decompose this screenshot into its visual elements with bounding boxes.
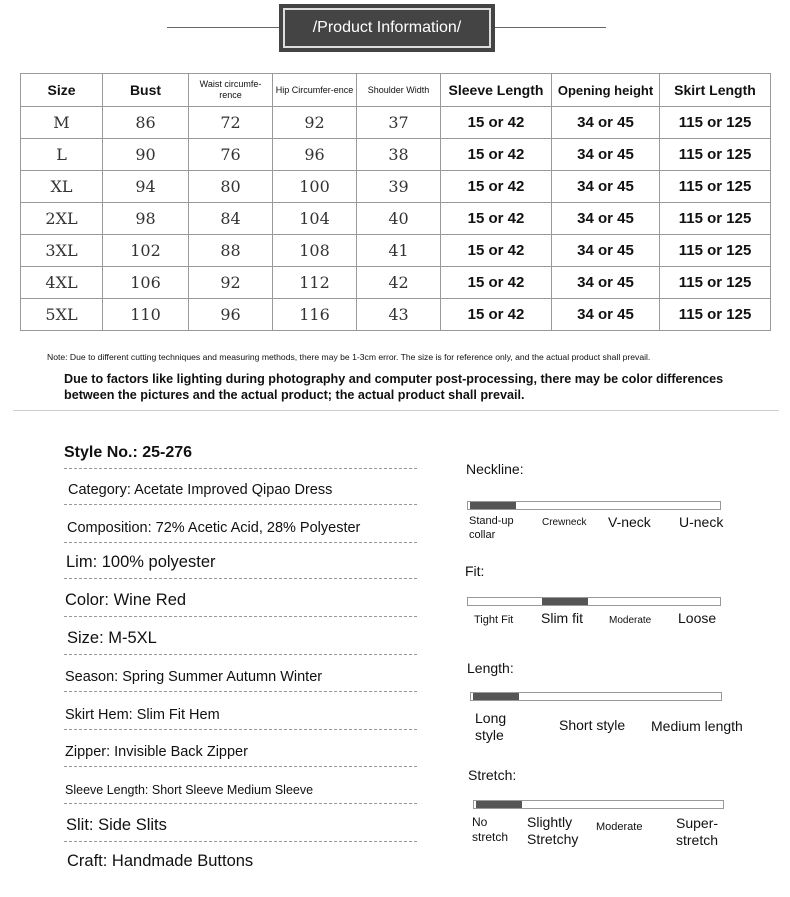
table-header-row <box>21 74 771 107</box>
table-cell: 34 or 45 <box>552 235 660 267</box>
table-cell: 2XL <box>21 203 103 235</box>
table-cell: 106 <box>103 267 189 299</box>
col-header-skirt: Skirt Length <box>660 74 771 107</box>
table-cell: 39 <box>357 171 441 203</box>
attr-zipper: Zipper: Invisible Back Zipper <box>64 731 417 767</box>
stretch-scale-bar <box>473 800 724 809</box>
table-cell: 34 or 45 <box>552 203 660 235</box>
header-title: /Product Information/ <box>283 8 491 48</box>
table-cell: 15 or 42 <box>441 171 552 203</box>
table-cell: 15 or 42 <box>441 139 552 171</box>
neckline-option-2: Crewneck <box>542 517 587 528</box>
fit-scale-bar <box>467 597 721 606</box>
attr-category: Category: Acetate Improved Qipao Dress <box>64 470 417 505</box>
table-cell: 4XL <box>21 267 103 299</box>
table-cell: L <box>21 139 103 171</box>
fit-title: Fit: <box>465 563 485 579</box>
header-banner <box>279 4 495 52</box>
table-cell: 15 or 42 <box>441 267 552 299</box>
table-cell: 40 <box>357 203 441 235</box>
table-cell: M <box>21 107 103 139</box>
attr-lining: Lim: 100% polyester <box>64 544 417 579</box>
table-cell: 108 <box>273 235 357 267</box>
length-title: Length: <box>467 660 514 676</box>
col-header-size: Size <box>21 74 103 107</box>
attr-sleeve-length: Sleeve Length: Short Sleeve Medium Sleeve <box>64 768 417 804</box>
table-cell: 34 or 45 <box>552 299 660 331</box>
table-cell: 96 <box>273 139 357 171</box>
stretch-option-1: No stretch <box>472 815 509 844</box>
fit-scale-fill <box>542 598 588 605</box>
table-cell: 92 <box>189 267 273 299</box>
table-cell: 115 or 125 <box>660 299 771 331</box>
table-cell: 84 <box>189 203 273 235</box>
attr-composition: Composition: 72% Acetic Acid, 28% Polyester <box>64 506 417 543</box>
header-rule-right <box>495 27 606 28</box>
table-cell: 34 or 45 <box>552 267 660 299</box>
fit-option-1: Tight Fit <box>474 614 514 626</box>
attr-craft: Craft: Handmade Buttons <box>67 852 254 870</box>
table-cell: 34 or 45 <box>552 139 660 171</box>
table-cell: 37 <box>357 107 441 139</box>
table-cell: 96 <box>189 299 273 331</box>
length-option-1: Long style <box>475 710 507 743</box>
section-divider <box>13 410 779 411</box>
table-row <box>21 267 771 299</box>
table-row <box>21 139 771 171</box>
neckline-option-1: Stand-up collar <box>469 515 514 541</box>
stretch-title: Stretch: <box>468 767 517 783</box>
attr-style-no: Style No.: 25-276 <box>64 435 417 469</box>
col-header-sleeve: Sleeve Length <box>441 74 552 107</box>
table-cell: 94 <box>103 171 189 203</box>
table-cell: 15 or 42 <box>441 203 552 235</box>
table-cell: 115 or 125 <box>660 267 771 299</box>
stretch-scale-fill <box>476 801 522 808</box>
attr-slit: Slit: Side Slits <box>64 805 417 842</box>
col-header-hip: Hip Circumfer-ence <box>273 74 357 107</box>
stretch-option-4: Super-stretch <box>676 815 719 848</box>
header-rule-left <box>167 27 279 28</box>
col-header-opening: Opening height <box>552 74 660 107</box>
table-cell: 115 or 125 <box>660 139 771 171</box>
table-cell: 116 <box>273 299 357 331</box>
table-cell: 3XL <box>21 235 103 267</box>
length-option-3: Medium length <box>651 718 743 734</box>
table-cell: 34 or 45 <box>552 171 660 203</box>
table-row <box>21 299 771 331</box>
table-cell: 86 <box>103 107 189 139</box>
table-row <box>21 107 771 139</box>
table-cell: 34 or 45 <box>552 107 660 139</box>
table-cell: 41 <box>357 235 441 267</box>
measurement-note: Note: Due to different cutting techniques and measuring methods, there may be 1-3cm error. The size is for reference only, and the actual product shall prevail. <box>47 352 651 362</box>
table-cell: 112 <box>273 267 357 299</box>
table-cell: 115 or 125 <box>660 171 771 203</box>
table-cell: 42 <box>357 267 441 299</box>
neckline-scale-fill <box>470 502 516 509</box>
attr-skirt-hem: Skirt Hem: Slim Fit Hem <box>64 693 417 730</box>
table-cell: 72 <box>189 107 273 139</box>
table-cell: 76 <box>189 139 273 171</box>
attr-season: Season: Spring Summer Autumn Winter <box>64 656 417 692</box>
stretch-option-2: Slightly Stretchy <box>527 814 579 847</box>
table-cell: 115 or 125 <box>660 203 771 235</box>
fit-option-4: Loose <box>678 610 717 626</box>
table-cell: 104 <box>273 203 357 235</box>
table-cell: 5XL <box>21 299 103 331</box>
table-cell: 15 or 42 <box>441 299 552 331</box>
size-table <box>20 73 771 331</box>
attr-color: Color: Wine Red <box>64 580 417 617</box>
table-cell: 15 or 42 <box>441 107 552 139</box>
neckline-scale-bar <box>467 501 721 510</box>
table-cell: 15 or 42 <box>441 235 552 267</box>
table-cell: 115 or 125 <box>660 235 771 267</box>
table-row <box>21 203 771 235</box>
attr-size: Size: M-5XL <box>64 618 417 655</box>
col-header-bust: Bust <box>103 74 189 107</box>
table-cell: 88 <box>189 235 273 267</box>
col-header-shoulder: Shoulder Width <box>357 74 441 107</box>
table-cell: 102 <box>103 235 189 267</box>
table-cell: 115 or 125 <box>660 107 771 139</box>
color-note: Due to factors like lighting during photography and computer post-processing, there may be color differences between the pictures and the actual product; the actual product shall prevail. <box>64 372 724 402</box>
neckline-option-4: U-neck <box>679 514 724 530</box>
fit-option-3: Moderate <box>609 615 652 626</box>
col-header-waist: Waist circumfe-rence <box>189 74 273 107</box>
table-cell: XL <box>21 171 103 203</box>
table-row <box>21 171 771 203</box>
table-row <box>21 235 771 267</box>
stretch-option-3: Moderate <box>596 821 643 833</box>
table-cell: 100 <box>273 171 357 203</box>
neckline-option-3: V-neck <box>608 514 651 530</box>
neckline-title: Neckline: <box>466 461 524 477</box>
table-cell: 90 <box>103 139 189 171</box>
table-cell: 43 <box>357 299 441 331</box>
table-cell: 80 <box>189 171 273 203</box>
table-cell: 110 <box>103 299 189 331</box>
table-cell: 92 <box>273 107 357 139</box>
table-cell: 98 <box>103 203 189 235</box>
length-option-2: Short style <box>559 717 626 733</box>
fit-option-2: Slim fit <box>541 610 583 626</box>
length-scale-bar <box>470 692 722 701</box>
table-cell: 38 <box>357 139 441 171</box>
length-scale-fill <box>473 693 519 700</box>
